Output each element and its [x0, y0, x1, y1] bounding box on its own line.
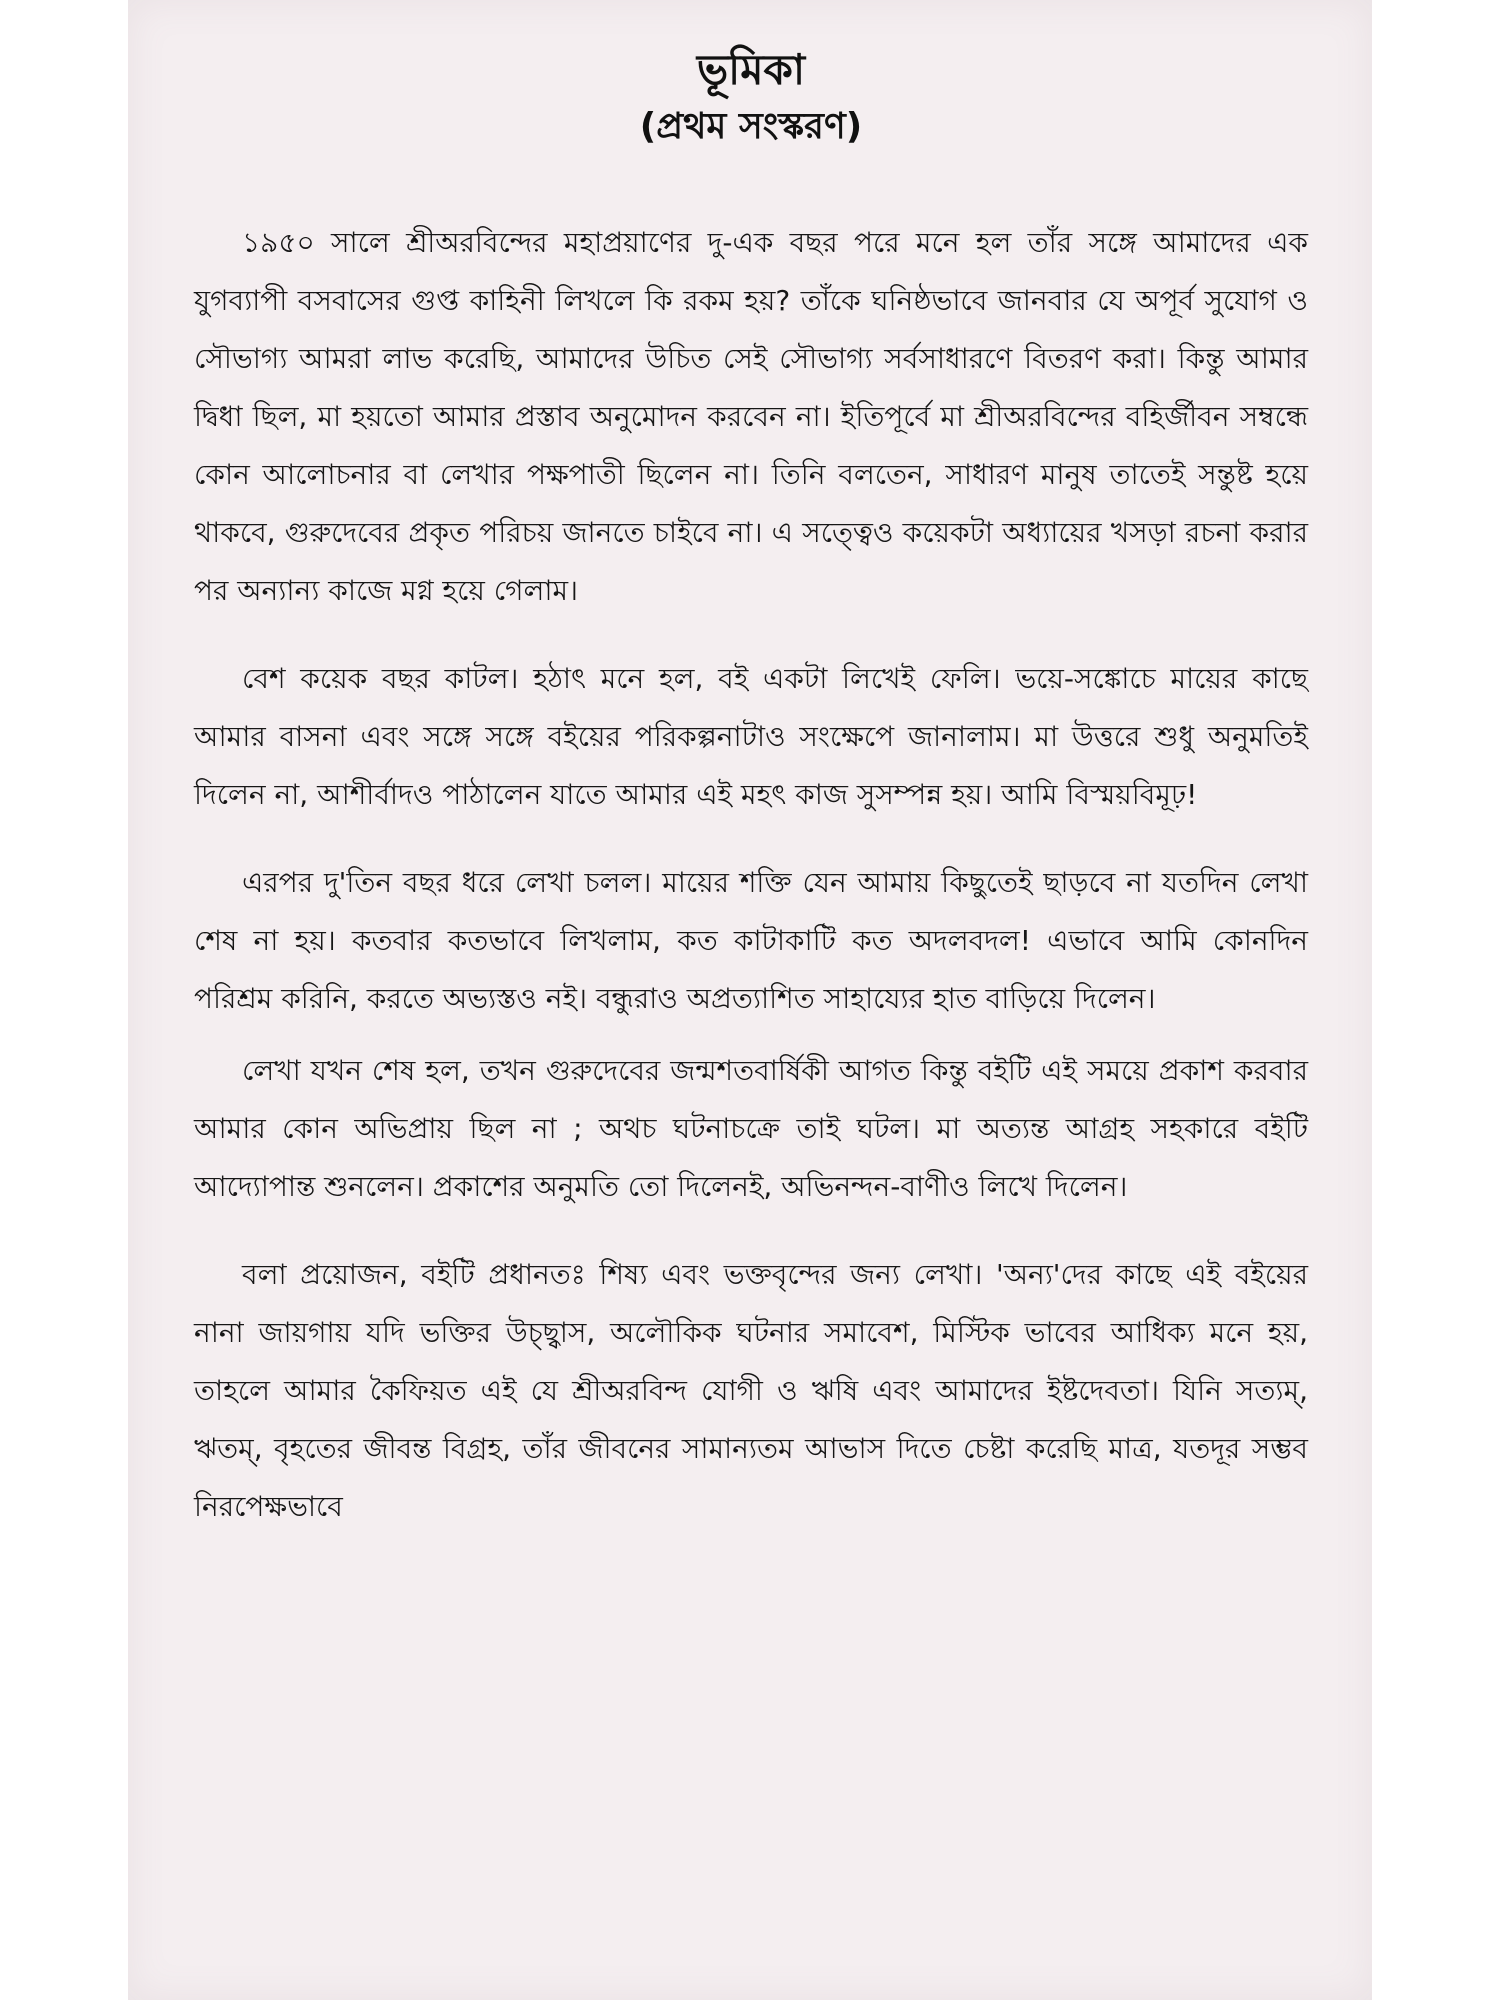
paragraph-3: এরপর দু'তিন বছর ধরে লেখা চলল। মায়ের শক্তি যেন আমায় কিছুতেই ছাড়বে না যতদিন লেখা শেষ না হয়। কতবার কতভাবে লিখলাম, কত কাটাকাটি কত অদলবদল! এভাবে আমি কোনদিন পরিশ্রম করিনি, করতে অভ্যস্তও নই। বন্ধুরাও অপ্রত্যাশিত সাহায্যের হাত বাড়িয়ে দিলেন।	[194, 866, 1308, 1015]
paragraph-4: লেখা যখন শেষ হল, তখন গুরুদেবের জন্মশতবার্ষিকী আগত কিন্তু বইটি এই সময়ে প্রকাশ করবার আমার কোন অভিপ্রায় ছিল না ; অথচ ঘটনাচক্রে তাই ঘটল। মা অত্যন্ত আগ্রহ সহকারে বইটি আদ্যোপান্ত শুনলেন। প্রকাশের অনুমতি তো দিলেনই, অভিনন্দন-বাণীও লিখে দিলেন।	[194, 1054, 1308, 1203]
paragraph-1: ১৯৫০ সালে শ্রীঅরবিন্দের মহাপ্রয়াণের দু-এক বছর পরে মনে হল তাঁর সঙ্গে আমাদের এক যুগব্যাপী বসবাসের গুপ্ত কাহিনী লিখলে কি রকম হয়? তাঁকে ঘনিষ্ঠভাবে জানবার যে অপূর্ব সুযোগ ও সৌভাগ্য আমরা লাভ করেছি, আমাদের উচিত সেই সৌভাগ্য সর্বসাধারণে বিতরণ করা। কিন্তু আমার দ্বিধা ছিল, মা হয়তো আমার প্রস্তাব অনুমোদন করবেন না। ইতিপূর্বে মা শ্রীঅরবিন্দের বহির্জীবন সম্বন্ধে কোন আলোচনার বা লেখার পক্ষপাতী ছিলেন না। তিনি বলতেন, সাধারণ মানুষ তাতেই সন্তুষ্ট হয়ে থাকবে, গুরুদেবের প্রকৃত পরিচয় জানতে চাইবে না। এ সত্ত্বেও কয়েকটা অধ্যায়ের খসড়া রচনা করার পর অন্যান্য কাজে মগ্ন হয়ে গেলাম।	[194, 226, 1308, 607]
page-title: ভূমিকা	[696, 45, 806, 94]
book-page	[128, 0, 1372, 2000]
paragraph-5: বলা প্রয়োজন, বইটি প্রধানতঃ শিষ্য এবং ভক্তবৃন্দের জন্য লেখা। 'অন্য'দের কাছে এই বইয়ের নানা জায়গায় যদি ভক্তির উচ্ছ্বাস, অলৌকিক ঘটনার সমাবেশ, মিস্টিক ভাবের আধিক্য মনে হয়, তাহলে আমার কৈফিয়ত এই যে শ্রীঅরবিন্দ যোগী ও ঋষি এবং আমাদের ইষ্টদেবতা। যিনি সত্যম্, ঋতম্, বৃহতের জীবন্ত বিগ্রহ, তাঁর জীবনের সামান্যতম আভাস দিতে চেষ্টা করেছি মাত্র, যতদূর সম্ভব নিরপেক্ষভাবে	[194, 1258, 1308, 1523]
paragraph-2: বেশ কয়েক বছর কাটল। হঠাৎ মনে হল, বই একটা লিখেই ফেলি। ভয়ে-সঙ্কোচে মায়ের কাছে আমার বাসনা এবং সঙ্গে সঙ্গে বইয়ের পরিকল্পনাটাও সংক্ষেপে জানালাম। মা উত্তরে শুধু অনুমতিই দিলেন না, আশীর্বাদও পাঠালেন যাতে আমার এই মহৎ কাজ সুসম্পন্ন হয়। আমি বিস্ময়বিমূঢ়!	[194, 662, 1308, 811]
edition-subtitle: (প্রথম সংস্করণ)	[639, 106, 863, 147]
page-content	[194, 40, 1308, 1566]
